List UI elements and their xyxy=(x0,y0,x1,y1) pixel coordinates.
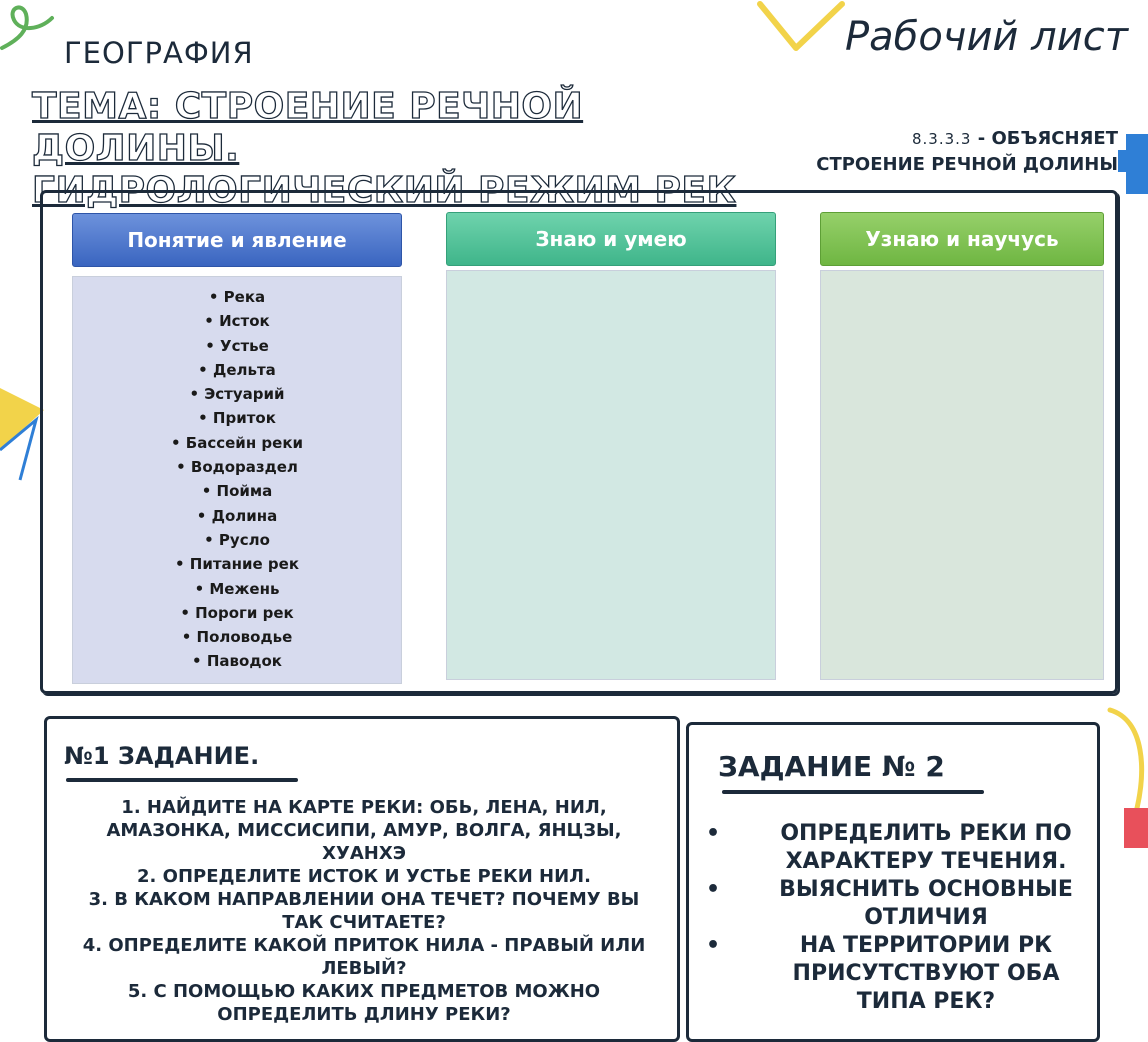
list-item: • Русло xyxy=(73,528,401,552)
list-item: • Пороги рек xyxy=(73,601,401,625)
bullet-icon: • xyxy=(706,877,721,902)
yellow-arc-decoration xyxy=(1104,700,1148,850)
list-item: • Питание рек xyxy=(73,552,401,576)
task-1-title: №1 ЗАДАНИЕ. xyxy=(64,742,260,770)
list-item: 2. ОПРЕДЕЛИТЕ ИСТОК И УСТЬЕ РЕКИ НИЛ. xyxy=(137,866,591,887)
subject-title: ГЕОГРАФИЯ xyxy=(64,36,254,70)
list-item: • Бассейн реки xyxy=(73,431,401,455)
list-item: • Эстуарий xyxy=(73,382,401,406)
list-item-text: ВЫЯСНИТЬ ОСНОВНЫЕ ОТЛИЧИЯ xyxy=(779,877,1073,930)
task-1-underline xyxy=(66,778,298,782)
list-item: 5. С ПОМОЩЬЮ КАКИХ ПРЕДМЕТОВ МОЖНО ОПРЕДЕЛИТЬ ДЛИНУ РЕКИ? xyxy=(127,981,601,1025)
list-item xyxy=(706,876,1086,932)
objective-line-2: СТРОЕНИЕ РЕЧНОЙ ДОЛИНЫ xyxy=(816,154,1118,175)
list-item: • Половодье xyxy=(73,625,401,649)
learning-objective xyxy=(758,126,1118,178)
list-item-text: ОПРЕДЕЛИТЬ РЕКИ ПО ХАРАКТЕРУ ТЕЧЕНИЯ. xyxy=(780,821,1072,874)
column-header-learn: Узнаю и научусь xyxy=(820,212,1104,266)
task-1-list xyxy=(74,796,654,1026)
list-item: • Устье xyxy=(73,334,401,358)
list-item xyxy=(706,820,1086,876)
bullet-icon: • xyxy=(706,821,721,846)
concepts-column xyxy=(72,276,402,684)
topic-line-2: ГИДРОЛОГИЧЕСКИЙ РЕЖИМ РЕК xyxy=(32,170,737,211)
worksheet-label: Рабочий лист xyxy=(845,14,1128,60)
yellow-zigzag-decoration xyxy=(756,0,846,60)
list-item xyxy=(706,932,1086,1016)
column-header-know: Знаю и умею xyxy=(446,212,776,266)
task-2-list xyxy=(706,820,1086,1016)
list-item: • Межень xyxy=(73,577,401,601)
list-item: • Долина xyxy=(73,504,401,528)
list-item: • Пойма xyxy=(73,479,401,503)
list-item-text: НА ТЕРРИТОРИИ РК ПРИСУТСТВУЮТ ОБА ТИПА РЕК? xyxy=(792,933,1060,1014)
list-item: • Паводок xyxy=(73,649,401,673)
list-item: • Водораздел xyxy=(73,455,401,479)
objective-line-1: - ОБЪЯСНЯЕТ xyxy=(971,128,1118,149)
know-column-input-area[interactable] xyxy=(446,270,776,680)
list-item: 3. В КАКОМ НАПРАВЛЕНИИ ОНА ТЕЧЕТ? ПОЧЕМУ ВЫ ТАК СЧИТАЕТЕ? xyxy=(88,889,640,933)
topic-line-1: ТЕМА: СТРОЕНИЕ РЕЧНОЙ ДОЛИНЫ. xyxy=(32,86,584,169)
task-2-underline xyxy=(722,790,984,794)
bullet-icon: • xyxy=(706,933,721,958)
list-item: 4. ОПРЕДЕЛИТЕ КАКОЙ ПРИТОК НИЛА - ПРАВЫЙ ИЛИ ЛЕВЫЙ? xyxy=(82,935,646,979)
list-item: • Река xyxy=(73,285,401,309)
objective-code: 8.3.3.3 xyxy=(912,130,972,148)
list-item: 1. НАЙДИТЕ НА КАРТЕ РЕКИ: ОБЬ, ЛЕНА, НИЛ, АМАЗОНКА, МИССИСИПИ, АМУР, ВОЛГА, ЯНЦЗЫ, ХУАНХЭ xyxy=(106,797,622,864)
blue-cross-decoration xyxy=(1118,128,1148,218)
list-item: • Дельта xyxy=(73,358,401,382)
concept-list xyxy=(73,277,401,674)
list-item: • Приток xyxy=(73,406,401,430)
column-header-concepts: Понятие и явление xyxy=(72,213,402,267)
learn-column-input-area[interactable] xyxy=(820,270,1104,680)
task-2-title: ЗАДАНИЕ № 2 xyxy=(718,750,945,783)
list-item: • Исток xyxy=(73,309,401,333)
